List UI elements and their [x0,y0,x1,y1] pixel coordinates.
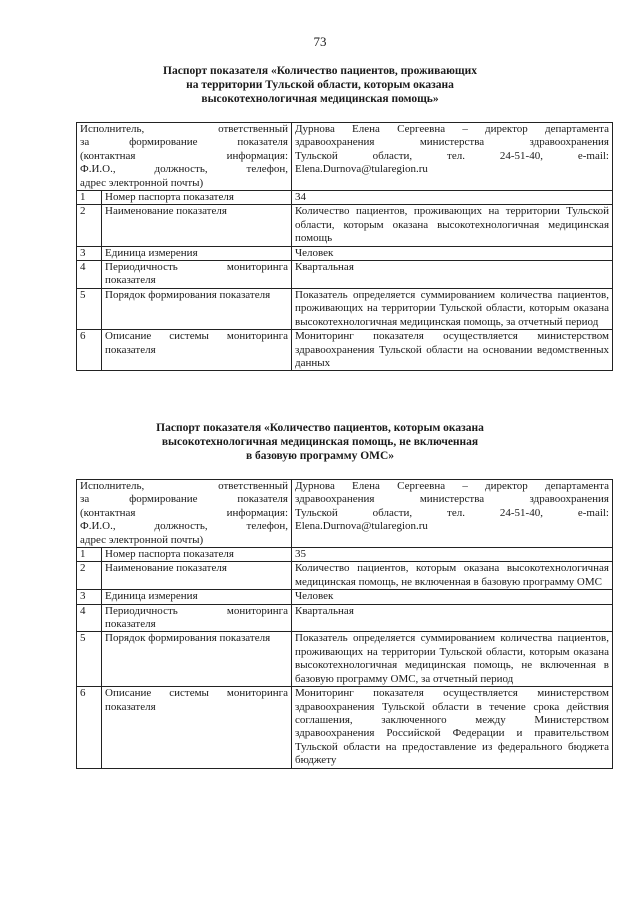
table-row [77,687,613,768]
executor-label-line: (контактная информация: [80,506,288,519]
table-row [77,246,613,260]
row-value: Мониторинг показателя осуществляется министерством здравоохранения Тульской области на основании ведомственных данных [292,330,613,371]
executor-label-cell [77,123,292,191]
row-number: 2 [77,205,102,246]
table-row [77,480,613,548]
table-row [77,191,613,205]
row-label: Единица измерения [102,246,292,260]
passport-title-line: Паспорт показателя «Количество пациентов, проживающих [163,65,477,77]
row-number: 6 [77,687,102,768]
executor-value-line: Elena.Durnova@tularegion.ru [295,163,428,176]
executor-value-line: Дурнова Елена Сергеевна – директор департамента [295,480,609,492]
row-value: Показатель определяется суммированием количества пациентов, проживающих на территории Тульской области, которым оказана высокотехнологичная медицинская помощь, за отчетный период [292,288,613,329]
executor-label-cell [77,480,292,548]
row-number: 3 [77,590,102,604]
executor-value-line: Elena.Durnova@tularegion.ru [295,520,428,533]
table-row [77,261,613,289]
row-value: 34 [292,191,613,205]
row-label: Описание системы мониторинга показателя [102,330,292,371]
executor-label-line: адрес электронной почты) [80,176,204,189]
row-value: Количество пациентов, которым оказана высокотехнологичная медицинская помощь, не включенная в базовую программу ОМС [292,562,613,590]
passport-title-line: Паспорт показателя «Количество пациентов, которым оказана [156,422,484,434]
row-number: 5 [77,288,102,329]
executor-label-line: Ф.И.О., должность, телефон, [80,163,288,176]
row-value: Квартальная [292,604,613,632]
executor-value-line: здравоохранения министерства здравоохранения [295,136,609,149]
row-value: Человек [292,246,613,260]
passport-title [110,421,530,463]
passport-table [76,479,613,769]
row-label: Порядок формирования показателя [102,288,292,329]
row-label: Периодичность мониторинга показателя [102,261,292,289]
executor-label-line: Ф.И.О., должность, телефон, [80,520,288,533]
executor-label-line: адрес электронной почты) [80,533,204,546]
row-label: Описание системы мониторинга показателя [102,687,292,768]
row-number: 1 [77,191,102,205]
table-row [77,632,613,687]
page-number: 73 [313,34,327,49]
row-value: Мониторинг показателя осуществляется министерством здравоохранения Тульской области в течение срока действия соглашения, заключенного между Министерством здравоохранения Российской Федерации и правительством Тульской области на предоставление из федерального бюджета бюджету [292,687,613,768]
executor-label-line: за формирование показателя [80,136,288,149]
table-row [77,123,613,191]
executor-label-line: (контактная информация: [80,149,288,162]
row-label: Порядок формирования показателя [102,632,292,687]
row-value: 35 [292,548,613,562]
table-row [77,330,613,371]
row-value: Показатель определяется суммированием количества пациентов, проживающих на территории Тульской области, которым оказана высокотехнологичная медицинская помощь, не включенная в базовую программу ОМС, за отчетный период [292,632,613,687]
executor-value-line: здравоохранения министерства здравоохранения [295,493,609,506]
row-value: Квартальная [292,261,613,289]
passport-title-line: в базовую программу ОМС» [245,450,395,462]
passport-title-line: на территории Тульской области, которым оказана [186,79,454,91]
executor-label-line: Исполнитель, ответственный [80,123,288,135]
table-row [77,205,613,246]
executor-label-line: Исполнитель, ответственный [80,480,288,492]
row-number: 5 [77,632,102,687]
executor-value-cell [292,123,613,191]
row-number: 4 [77,261,102,289]
row-value: Количество пациентов, проживающих на территории Тульской области, которым оказана высокотехнологичная медицинская помощь [292,205,613,246]
executor-label-line: за формирование показателя [80,493,288,506]
row-number: 1 [77,548,102,562]
executor-value-line: Дурнова Елена Сергеевна – директор департамента [295,123,609,135]
passport-title-line: высокотехнологичная медицинская помощь, не включенная [161,436,479,448]
executor-value-line: Тульской области, тел. 24-51-40, e-mail: [295,506,609,519]
row-value: Человек [292,590,613,604]
row-label: Номер паспорта показателя [102,548,292,562]
row-number: 2 [77,562,102,590]
row-label: Наименование показателя [102,205,292,246]
row-number: 3 [77,246,102,260]
row-label: Единица измерения [102,590,292,604]
table-row [77,288,613,329]
passport-table [76,122,613,371]
row-label: Номер паспорта показателя [102,191,292,205]
table-row [77,562,613,590]
row-label: Периодичность мониторинга показателя [102,604,292,632]
row-label: Наименование показателя [102,562,292,590]
table-row [77,590,613,604]
executor-value-line: Тульской области, тел. 24-51-40, e-mail: [295,149,609,162]
table-row [77,604,613,632]
passport-title-line: высокотехнологичная медицинская помощь» [201,93,439,105]
row-number: 4 [77,604,102,632]
passport-title [110,64,530,106]
row-number: 6 [77,330,102,371]
executor-value-cell [292,480,613,548]
table-row [77,548,613,562]
